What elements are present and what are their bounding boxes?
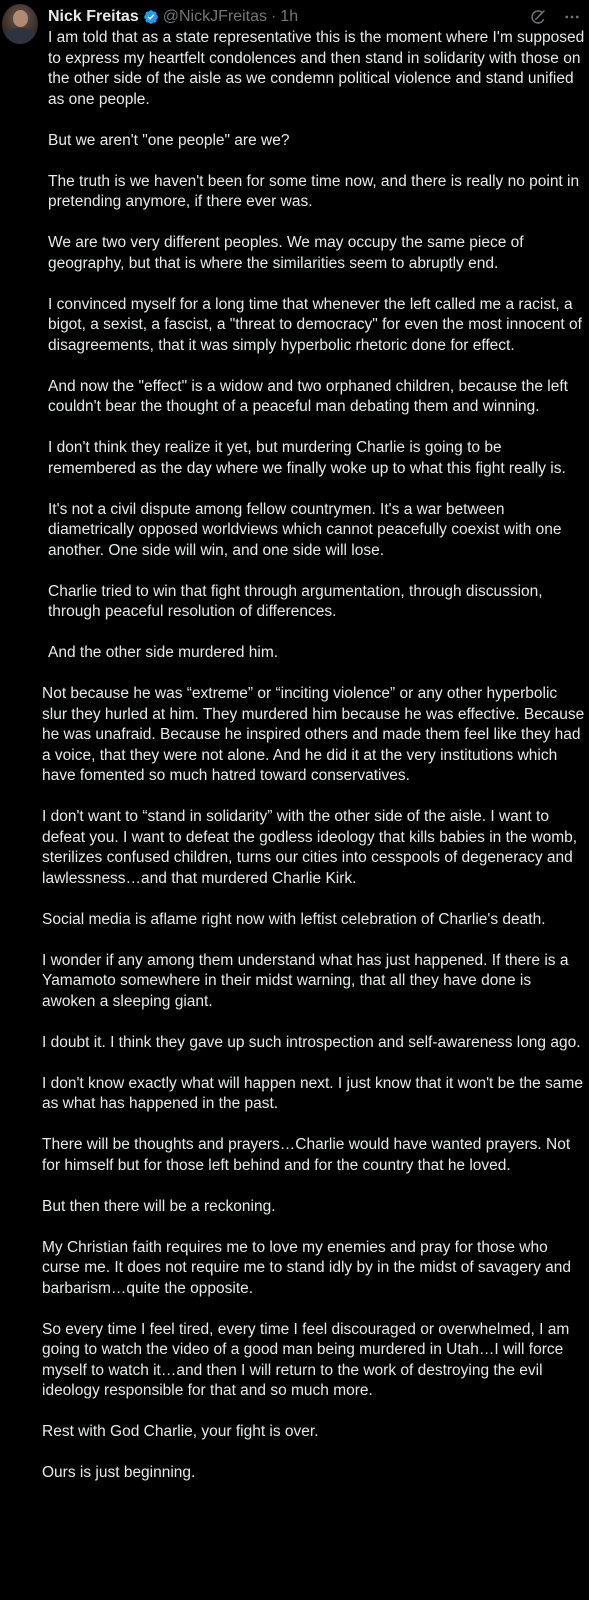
tweet-paragraph: Charlie tried to win that fight through argumentation, through discussion, through peaceful resolution of differences. xyxy=(48,582,543,620)
tweet-paragraph: And the other side murdered him. xyxy=(48,644,279,661)
verified-badge-icon xyxy=(143,9,159,25)
tweet-paragraph: But then there will be a reckoning. xyxy=(42,1197,276,1215)
tweet-paragraph: I don't know exactly what will happen next. I just know that it won't be the same as what has happened in the past. xyxy=(42,1074,583,1112)
tweet-paragraph: Ours is just beginning. xyxy=(42,1464,196,1481)
author-name[interactable]: Nick Freitas xyxy=(48,8,139,25)
tweet-paragraph: We are two very different peoples. We may occupy the same piece of geography, but that is where the similarities seem to abruptly end. xyxy=(48,234,524,272)
avatar-face xyxy=(13,10,28,27)
author-avatar[interactable] xyxy=(2,4,38,44)
separator-dot: · xyxy=(270,8,277,25)
tweet-paragraph: I doubt it. I think they gave up such introspection and self-awareness long ago. xyxy=(42,1033,581,1051)
tweet-paragraph: I don't want to “stand in solidarity” with the other side of the aisle. I want to defeat you. I want to defeat the godless ideology that kills babies in the womb, sterilizes confused children, turns our cities into cesspools of degeneracy and lawlessness…and that murdered Charlie Kirk. xyxy=(42,808,578,887)
header-actions xyxy=(529,8,581,26)
tweet-text xyxy=(42,28,586,1504)
grok-icon[interactable] xyxy=(529,8,547,26)
tweet-paragraph: But we aren't "one people" are we? xyxy=(48,131,290,149)
tweet-paragraph: Rest with God Charlie, your fight is over. xyxy=(42,1423,319,1440)
tweet-paragraph: My Christian faith requires me to love my enemies and pray for those who curse me. It does not require me to stand idly by in the midst of savagery and barbarism…quite the opposite. xyxy=(42,1238,571,1297)
tweet-paragraph: I wonder if any among them understand what has just happened. If there is a Yamamoto somewhere in their midst warning, that all they have done is awoken a sleeping giant. xyxy=(42,951,569,1010)
tweet-paragraph: The truth is we haven't been for some time now, and there is really no point in pretending anymore, if there ever was. xyxy=(48,172,580,210)
tweet-paragraph: I don't think they realize it yet, but murdering Charlie is going to be remembered as the day where we finally woke up to what this fight really is. xyxy=(48,439,566,477)
tweet-paragraph: It's not a civil dispute among fellow countrymen. It's a war between diametrically opposed worldviews which cannot peacefully coexist with one another. One side will win, and one side will lose. xyxy=(48,500,562,559)
tweet-paragraph: Not because he was “extreme” or “inciting violence” or any other hyperbolic slur they hurled at him. They murdered him because he was effective. Because he was unafraid. Because he inspired others and made them feel like they had a voice, that they were not alone. And he did it at the very institutions which have fomented so much hatred toward conservatives. xyxy=(42,685,585,784)
post-time[interactable]: 1h xyxy=(280,8,299,25)
tweet-header xyxy=(48,6,581,28)
tweet-paragraph: I convinced myself for a long time that whenever the left called me a racist, a bigot, a sexist, a fascist, a "threat to democracy" for even the most innocent of disagreements, that it was simply hyperbolic rhetoric done for effect. xyxy=(48,295,582,354)
tweet-paragraph: Social media is aflame right now with leftist celebration of Charlie's death. xyxy=(42,910,546,928)
more-icon[interactable] xyxy=(563,8,581,26)
tweet-paragraph: So every time I feel tired, every time I feel discouraged or overwhelmed, I am going to watch the video of a good man being murdered in Utah…I will force myself to watch it…and then I will return to the work of destroying the evil ideology responsible for that and so much more. xyxy=(42,1320,570,1399)
tweet-paragraph: There will be thoughts and prayers…Charlie would have wanted prayers. Not for himself but for those left behind and for the country that he loved. xyxy=(42,1136,571,1174)
avatar-shirt xyxy=(4,28,36,44)
author-handle[interactable]: @NickJFreitas xyxy=(162,8,267,25)
tweet-paragraph: And now the "effect" is a widow and two orphaned children, because the left couldn't bear the thought of a peaceful man debating them and winning. xyxy=(48,377,568,415)
tweet-paragraph: I am told that as a state representative this is the moment where I'm supposed to express my heartfelt condolences and then stand in solidarity with those on the other side of the aisle as we condemn political violence and stand unified as one people. xyxy=(48,29,585,108)
